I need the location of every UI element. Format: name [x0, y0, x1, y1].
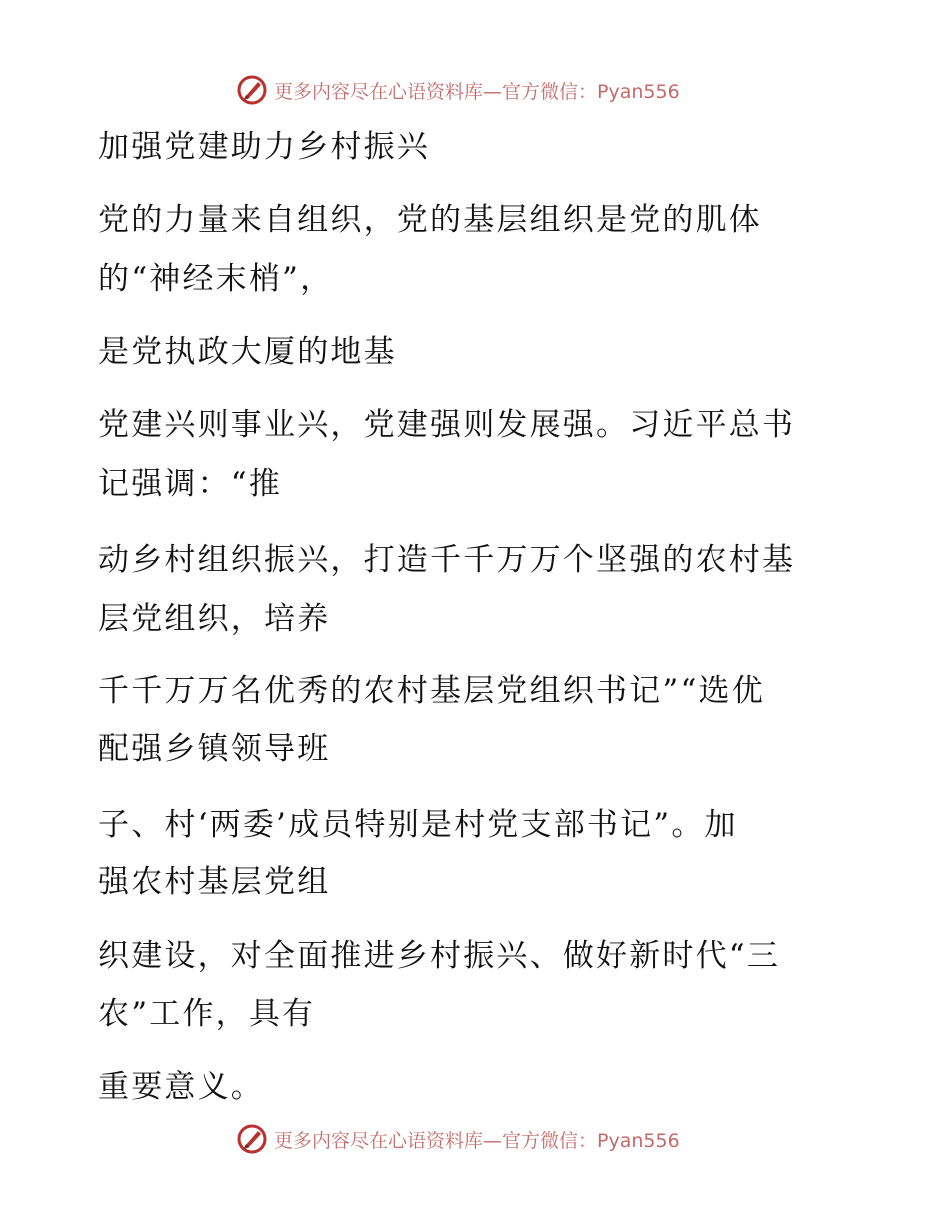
paragraph-line: 子、村‘两委’成员特别是村党支部书记”。加 — [98, 807, 738, 843]
paragraph-line: 的“神经末梢”， — [98, 261, 334, 297]
header-banner-label: 更多内容尽在心语资料库—官方微信： — [274, 80, 598, 103]
paragraph-line: 记强调：“推 — [98, 466, 283, 502]
paragraph-line: 重要意义。 — [98, 1069, 264, 1105]
paragraph-line: 千千万万名优秀的农村基层党组织书记”“选优 — [98, 673, 765, 709]
header-banner-text — [274, 77, 680, 104]
paragraph-line: 党建兴则事业兴，党建强则发展强。习近平总书 — [98, 407, 796, 443]
footer-banner-label: 更多内容尽在心语资料库—官方微信： — [274, 1129, 598, 1152]
footer-banner-text — [274, 1126, 680, 1153]
pen-logo-icon — [236, 1123, 268, 1155]
footer-wechat-handle: Pyan556 — [597, 1129, 680, 1152]
paragraph-line: 配强乡镇领导班 — [98, 731, 331, 767]
paragraph-line: 是党执政大厦的地基 — [98, 334, 397, 370]
document-title: 加强党建助力乡村振兴 — [98, 129, 430, 165]
paragraph-line: 农”工作，具有 — [98, 996, 316, 1032]
paragraph-line: 织建设，对全面推进乡村振兴、做好新时代“三 — [98, 938, 781, 974]
footer-banner — [236, 1121, 680, 1157]
header-banner — [236, 72, 680, 108]
header-wechat-handle: Pyan556 — [597, 80, 680, 103]
paragraph-line: 动乡村组织振兴，打造千千万万个坚强的农村基 — [98, 542, 796, 578]
paragraph-line: 层党组织，培养 — [98, 601, 331, 637]
paragraph-line: 强农村基层党组 — [98, 864, 331, 900]
pen-logo-icon — [236, 74, 268, 106]
paragraph-line: 党的力量来自组织，党的基层组织是党的肌体 — [98, 202, 762, 238]
